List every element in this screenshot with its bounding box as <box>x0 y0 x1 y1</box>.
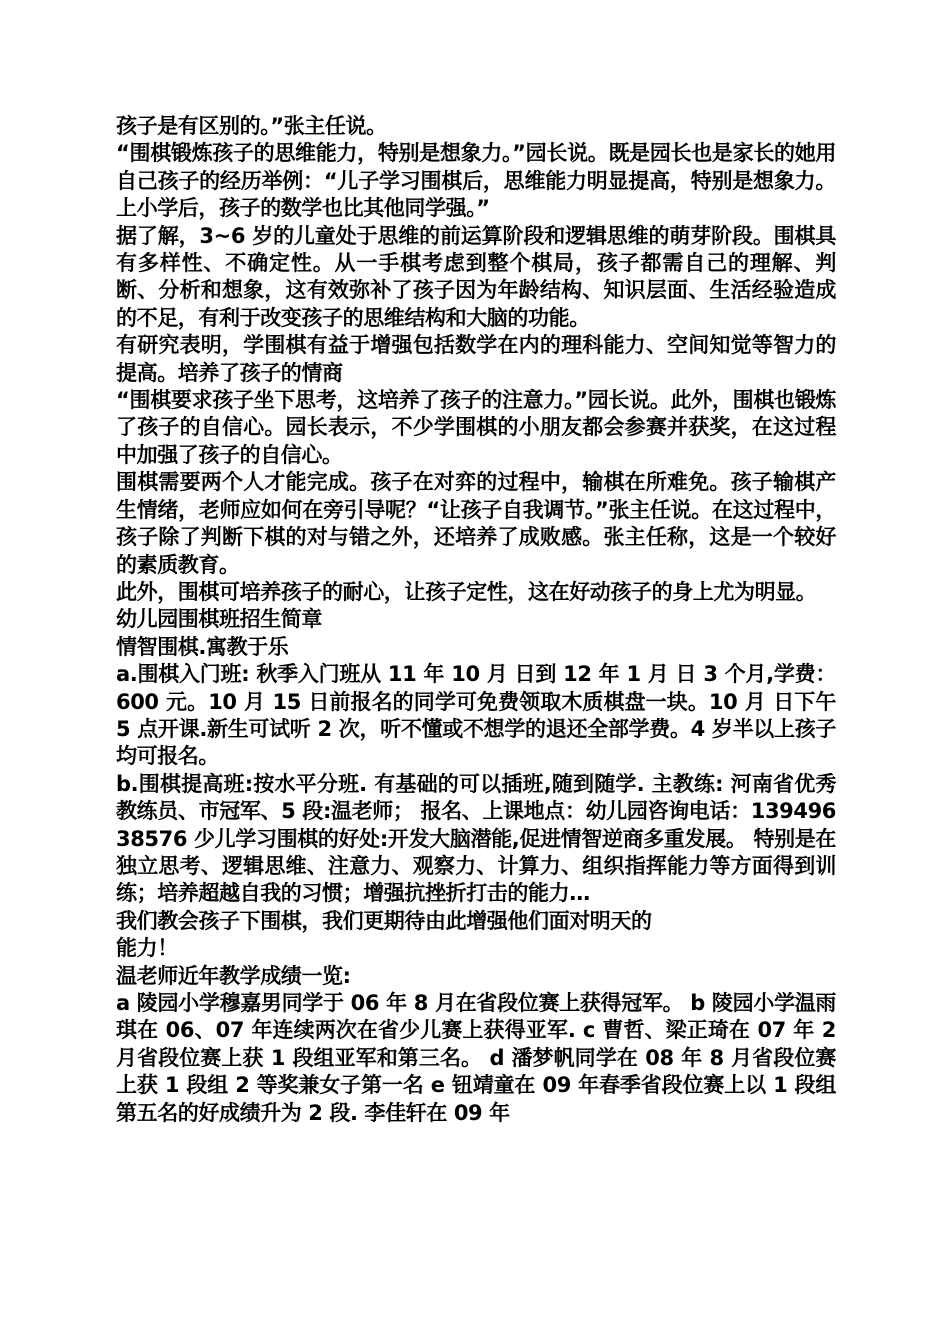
paragraph-emotions: 围棋需要两个人才能完成。孩子在对弈的过程中，输棋在所难免。孩子输棋产生情绪，老师应如何在旁引导呢？“让孩子自我调节。”张主任说。在这过程中，孩子除了判断下棋的对与错之外，还培养了成败感。张主任称，这是一个较好的素质教育。 <box>116 470 836 577</box>
paragraph-mission: 我们教会孩子下围棋，我们更期待由此增强他们面对明天的 <box>116 908 652 933</box>
paragraph-thinking-ability: “围棋锻炼孩子的思维能力，特别是想象力。”园长说。既是园长也是家长的她用自己孩子的经历举例：“儿子学习围棋后，思维能力明显提高，特别是想象力。上小学后，孩子的数学也比其他同学强。” <box>116 141 836 221</box>
paragraph-difference: 孩子是有区别的。”张主任说。 <box>116 114 387 138</box>
section-heading-enrollment: 幼儿园围棋班招生简章 <box>116 607 322 632</box>
paragraph-research: 有研究表明，学围棋有益于增强包括数学在内的理科能力、空间知觉等智力的提高。培养了孩子的情商 <box>116 333 836 385</box>
paragraph-child-development: 据了解，3~6 岁的儿童处于思维的前运算阶段和逻辑思维的萌芽阶段。围棋具有多样性、不确定性。从一手棋考虑到整个棋局，孩子都需自己的理解、判断、分析和想象，这有效弥补了孩子因为年龄结构、知识层面、生活经验造成的不足，有利于改变孩子的思维结构和大脑的功能。 <box>116 223 836 330</box>
paragraph-beginner-class: a.围棋入门班: 秋季入门班从 11 年 10 月 日到 12 年 1 月 日 3 个月,学费：600 元。10 月 15 日前报名的同学可免费领取木质棋盘一块。10 月 日下午 5 点开课.新生可试听 2 次，听不懂或不想学的退还全部学费。4 岁半以上孩子均可报名。 <box>116 662 836 769</box>
paragraph-achievements-list: a 陵园小学穆嘉男同学于 06 年 8 月在省段位赛上获得冠军。 b 陵园小学温雨琪在 06、07 年连续两次在省少儿赛上获得亚军. c 曹哲、梁正琦在 07 年 2 月省段位赛上获 1 段组亚军和第三名。 d 潘梦帆同学在 08 年 8 月省段位赛上获 1 段组 2 等奖兼女子第一名 e 钮靖童在 09 年春季省段位赛上以 1 段组第五名的好成绩升为 2 段. 李佳轩在 09 年 <box>116 991 836 1125</box>
section-subheading-slogan: 情智围棋.寓教于乐 <box>116 634 289 659</box>
paragraph-mission-end: 能力！ <box>116 936 178 961</box>
paragraph-advanced-class: b.围棋提高班:按水平分班. 有基础的可以插班,随到随学. 主教练: 河南省优秀教练员、市冠军、5 段:温老师； 报名、上课地点：幼儿园咨询电话：13949638576 少儿学习围棋的好处:开发大脑潜能,促进情智逆商多重发展。 特别是在独立思考、逻辑思维、注意力、观察力、计算力、组织指挥能力等方面得到训练；培养超越自我的习惯；增强抗挫折打击的能力… <box>116 771 836 906</box>
paragraph-attention: “围棋要求孩子坐下思考，这培养了孩子的注意力。”园长说。此外，围棋也锻炼了孩子的自信心。园长表示，不少学围棋的小朋友都会参赛并获奖，在这过程中加强了孩子的自信心。 <box>116 388 836 467</box>
document-page <box>116 113 836 1127</box>
paragraph-patience: 此外，围棋可培养孩子的耐心，让孩子定性，这在好动孩子的身上尤为明显。 <box>116 579 817 604</box>
section-heading-achievements: 温老师近年教学成绩一览: <box>116 963 351 988</box>
